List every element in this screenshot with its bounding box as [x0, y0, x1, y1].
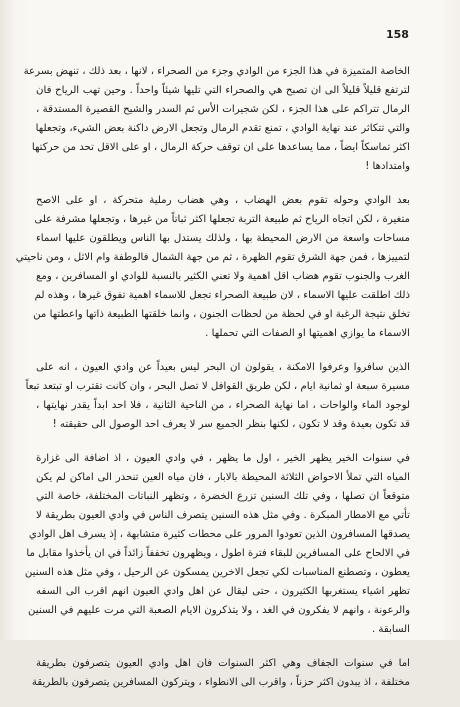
text-line: قد تكون بعيدة وقد لا تكون ، لكنها بنظر الجميع سر لا يعرف احد الوصول الى حقيقته ! [52, 419, 410, 430]
text-line: مختلفة ، اذ يبدون اكثر حزناً ، واقرب الى الانطواء ، ويتركون المسافرين يتصرفون بالطريقة [31, 677, 410, 688]
text-line: والتي تتكاثر عند نهاية الوادي ، تمنع تقدم الرمال وتجعل الارض داكنة بعض الشيء، وتجعلها [35, 123, 410, 134]
text-line: لتمييزها ، فمن جهة الشرق تقوم الظهرة ، ثم من جهة الشمال فالوطفة وام الاثل ، ومن ناحيتي [15, 252, 410, 263]
text-line: متوقعاً ان تصلها ، وفي تلك السنين تزرع الخضرة ، وتظهر النباتات المختلفة، خاصة التي [36, 491, 410, 502]
text-line: تأتي مع الامطار المبكرة . وفي مثل هذه السنين يتصرف الناس في وادي العيون بطريقة لا [36, 510, 410, 521]
text-line: مسيرة سبعة او ثمانية ايام ، لكن طريق القوافل لا تصل البحر ، وان كانت تقترب او تبتعد تبعاً [25, 381, 410, 392]
text-line: اما في سنوات الجفاف وهي اكثر السنوات فان اهل وادي العيون يتصرفون بطريقة [36, 658, 410, 669]
text-line: يصدقها المسافرون الذين تعودوا المرور على محطات كثيرة متشابهة ، إذ يسرف اهل الوادي [28, 529, 410, 540]
text-line: في سنوات الخير يظهر الخير ، اول ما يظهر ، في وادي العيون ، اذ اضافة الى غزارة [36, 453, 410, 464]
text-line: يعطون ، وتصطنع المناسبات لكي تجعل الاخرين يمسكون عن الرحيل ، وفي مثل هذه السنين [24, 567, 410, 578]
text-line: لترتفع قليلاً قليلاً الى ان تصبح هي والصحراء التي تليها شيئاً واحداً . وحين تهب الرياح فان [36, 85, 410, 96]
text-line: في الالحاح على المسافرين للبقاء فترة اطول ، ويظهرون تخففاً زائداً في ان يأخذوا مقابل ما [26, 548, 410, 559]
paragraph [31, 654, 410, 692]
paragraph [24, 449, 410, 639]
paragraph [15, 191, 410, 343]
text-line: تخلق نتيجة الرغبة او في لحظة من لحظات الجنون ، وانما خلقتها الطبيعة ذاتها واعطتها من [33, 309, 410, 320]
text-line: ذلك اطلقت عليها الاسماء ، لان طبيعة الصحراء تجعل للاسماء اهمية تفوق غيرها ، وهذه لم [34, 290, 410, 301]
paragraph [23, 62, 410, 176]
text-line: الاسماء ما يوازي اهميتها او الصفات التي تحملها . [205, 328, 410, 339]
text-line: تظهر اشياء يستغربها الكثيرون ، حتى ليقال عن اهل وادي العيون انهم اقرب الى السفه [36, 586, 410, 597]
text-line: اكثر تماسكاً ايضاً ، مما يساعدها على ان توقف حركة الرمال ، او على الاقل تحد من حركتها [31, 142, 410, 153]
text-line: بعد الوادي وحوله تقوم بعض الهضاب ، وهي هضاب رملية متحركة ، او على الاصح [36, 195, 410, 206]
text-line: متغيرة ، لكن اتجاه الرياح ثم طبيعة التربة تجعلها اكثر ثباتاً من غيرها ، وتجعلها مشرفة على [34, 214, 410, 225]
text-line: السابقة . [371, 624, 410, 635]
text-line: الرمال تتراكم على هذا الجزء ، لكن شجيرات الأس ثم السدر والشيح القصيرة المستدقة ، [36, 104, 410, 115]
page-number: 158 [386, 28, 409, 41]
body-text [15, 62, 410, 707]
text-line: الذين سافروا وعرفوا الامكنة ، يقولون ان البحر ليس بعيداً عن وادي العيون ، انه على [36, 362, 410, 373]
text-line: والرعونة ، وانهم لا يفكرون في الغد ، ولا يتذكرون الايام الصعبة التي مرت عليهم في السنين [28, 605, 410, 616]
text-line: مساحات واسعة من الارض المحيطة بها ، ولذلك يستدل بها الناس ويطلقون عليها اسماء [36, 233, 410, 244]
paragraph [25, 358, 410, 434]
text-line: الغرب والجنوب تقوم هضاب اقل اهمية ولا تعني الكثير بالنسبة للوادي او المسافرين ، ومع [36, 271, 410, 282]
text-line: الخاصة المتميزة في هذا الجزء من الوادي وجزء من الصحراء ، لانها ، بعد ذلك ، تنهض بسرعة [23, 66, 410, 77]
text-line: وامتدادها ! [365, 161, 410, 172]
text-line: المياه التي تملأ الاحواض الثلاثة المحيطة بالابار ، فان مياه العين تنحدر الى اماكن لم يكن [36, 472, 410, 483]
text-line: لوجود الماء والواحات ، اما نهاية الصحراء ، من الناحية الثانية ، فلا احد ابداً يقدر نهايتها ، [36, 400, 410, 411]
